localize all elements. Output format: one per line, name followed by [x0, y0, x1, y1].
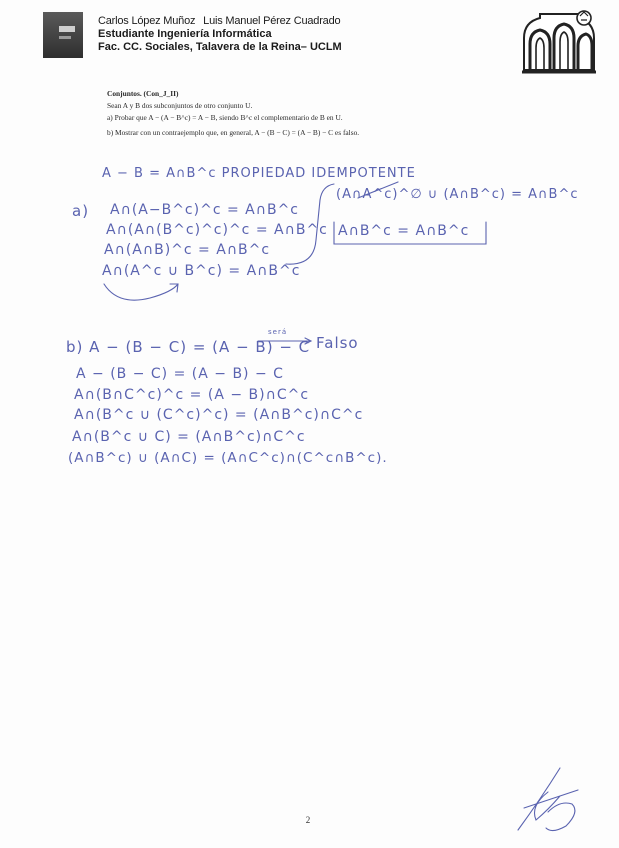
statement-title: Conjuntos. (Con_J_II) [107, 89, 179, 98]
hw-line-1: A − B = A∩B^c PROPIEDAD IDEMPOTENTE [102, 166, 416, 181]
hw-a-label: a) [72, 202, 90, 220]
hw-b-step-6: (A∩B^c) ∪ (A∩C) = (A∩C^c)∩(C^c∩B^c). [68, 450, 388, 466]
hw-b-step-2: A − (B − C) = (A − B) − C [76, 366, 284, 382]
statement-part-a: a) Probar que A − (A − B^c) = A − B, siendo B^c el complementario de B en U. [107, 113, 343, 122]
page-number: 2 [305, 815, 311, 825]
author-role: Estudiante Ingeniería Informática [98, 28, 272, 40]
statement-part-b: b) Mostrar con un contraejemplo que, en general, A − (B − C) = (A − B) − C es falso. [107, 128, 360, 137]
hw-b-arrow-label: será [268, 328, 288, 336]
hw-a-step-2: A∩(A∩(B^c)^c)^c = A∩B^c [106, 222, 328, 238]
statement-intro: Sean A y B dos subconjuntos de otro conjunto U. [107, 101, 253, 110]
hw-a-right-1: (A∩A^c)^∅ ∪ (A∩B^c) = A∩B^c [336, 187, 579, 202]
hw-b-result: Falso [316, 334, 359, 352]
institution: Fac. CC. Sociales, Talavera de la Reina– UCLM [98, 41, 342, 53]
author-1: Carlos López Muñoz [98, 15, 196, 27]
hw-b-step-3: A∩(B∩C^c)^c = (A − B)∩C^c [74, 387, 310, 403]
hw-b-step-4: A∩(B^c ∪ (C^c)^c) = (A∩B^c)∩C^c [74, 407, 364, 423]
hw-a-step-1: A∩(A−B^c)^c = A∩B^c [110, 202, 300, 218]
hw-b-step-1: b) A − (B − C) = (A − B) − C [66, 338, 311, 356]
signature-icon [518, 768, 578, 831]
hw-a-right-2: A∩B^c = A∩B^c [338, 223, 470, 239]
hw-b-step-5: A∩(B^c ∪ C) = (A∩B^c)∩C^c [72, 429, 306, 445]
hw-a-step-4: A∩(A^c ∪ B^c) = A∩B^c [102, 263, 301, 279]
hw-a-step-3: A∩(A∩B)^c = A∩B^c [104, 242, 271, 258]
hw-swap-arrow [104, 284, 178, 300]
author-2: Luis Manuel Pérez Cuadrado [203, 15, 341, 27]
